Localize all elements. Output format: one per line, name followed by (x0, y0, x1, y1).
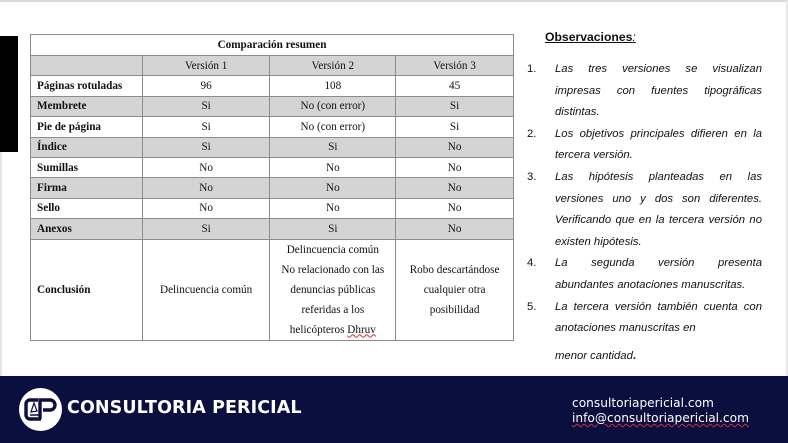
conclusion-v3-line: Robo descartándose (409, 263, 500, 276)
conclusion-v3-line: cualquier otra (423, 283, 486, 296)
top-border (0, 0, 788, 2)
observations-title-text: Observaciones (545, 30, 633, 44)
cell: Si (270, 219, 396, 239)
header-empty (31, 56, 143, 76)
table-title: Comparación resumen (31, 35, 514, 56)
contact-info (572, 396, 749, 426)
brand-name: CONSULTORIA PERICIAL (67, 398, 302, 418)
observations-title (545, 30, 762, 44)
comparison-table (30, 34, 514, 341)
logo-svg (19, 388, 62, 431)
cell: No (396, 198, 514, 218)
conclusion-row (31, 239, 514, 340)
row-label: Membrete (31, 96, 143, 116)
table-row (31, 137, 514, 157)
cell: No (396, 219, 514, 239)
conclusion-v2 (270, 239, 396, 340)
row-label: Sello (31, 198, 143, 218)
observation-number: 2. (527, 127, 537, 140)
row-label: Conclusión (31, 239, 143, 340)
observation-number: 3. (527, 170, 537, 183)
cell: No (con error) (270, 117, 396, 137)
cp-monogram-logo-icon (19, 388, 62, 431)
cell: No (396, 178, 514, 198)
conclusion-v1: Delincuencia común (142, 239, 270, 340)
conclusion-v2-line (276, 320, 389, 340)
cell: Si (142, 219, 270, 239)
observation-text: Los objetivos principales difieren en la tercera versión. (555, 127, 762, 162)
header-version-2: Versión 2 (270, 56, 396, 76)
cell: No (270, 178, 396, 198)
conclusion-v3 (396, 239, 514, 340)
cell: Si (270, 137, 396, 157)
cell: No (396, 137, 514, 157)
cell: 96 (142, 76, 270, 96)
header-version-1: Versión 1 (142, 56, 270, 76)
observations-list (522, 59, 762, 367)
cell: Si (396, 96, 514, 116)
row-label: Índice (31, 137, 143, 157)
cell: No (142, 178, 270, 198)
observation-tail-text: menor cantidad (555, 349, 633, 362)
observation-number: 4. (527, 257, 537, 270)
observations-panel (522, 30, 762, 367)
table-header-row (31, 56, 514, 76)
footer-banner (0, 376, 788, 443)
row-label: Firma (31, 178, 143, 198)
table-row (31, 157, 514, 177)
spellcheck-flagged-word: Dhruv (347, 323, 376, 336)
observation-text: Las hipótesis planteadas en las versiones uno y dos son diferentes. Verificando que en la tercera versión no existen hipótesis. (555, 170, 762, 248)
observation-text: La tercera versión también cuenta con anotaciones manuscritas en (555, 300, 762, 335)
header-version-3: Versión 3 (396, 56, 514, 76)
cell: No (396, 157, 514, 177)
conclusion-v3-line: posibilidad (429, 303, 480, 316)
observation-item (522, 167, 762, 253)
cell: No (270, 198, 396, 218)
table-row (31, 117, 514, 137)
table-row (31, 76, 514, 96)
observation-text: La segunda versión presenta abundantes anotaciones manuscritas. (555, 257, 762, 291)
website-link[interactable]: consultoriapericial.com (572, 396, 714, 410)
observation-item (522, 297, 762, 368)
observation-number: 1. (527, 63, 537, 75)
cell: Si (142, 137, 270, 157)
cell: 45 (396, 76, 514, 96)
conclusion-v2-line: Delincuencia común (286, 243, 379, 256)
table-row (31, 219, 514, 239)
table-row (31, 198, 514, 218)
observation-number: 5. (527, 300, 537, 313)
conclusion-v2-text: helicópteros (289, 323, 348, 336)
observation-text-wrap (555, 297, 762, 368)
cell: No (con error) (270, 96, 396, 116)
observation-item (522, 59, 762, 124)
table-row (31, 96, 514, 116)
left-edge-border (0, 152, 2, 376)
conclusion-v2-line: No relacionado con las (281, 263, 385, 276)
observation-text: Las tres versiones se visualizan impresas con fuentes tipográficas distintas. (555, 63, 762, 119)
table-row (31, 178, 514, 198)
row-label: Anexos (31, 219, 143, 239)
row-label: Páginas rotuladas (31, 76, 143, 96)
row-label: Pie de página (31, 117, 143, 137)
cell: Si (142, 96, 270, 116)
observation-tail-period: . (632, 349, 637, 362)
observation-item (522, 253, 762, 296)
cell: Si (142, 117, 270, 137)
left-black-bar (0, 36, 18, 152)
observations-title-colon: : (632, 30, 636, 44)
cell: No (142, 157, 270, 177)
observation-tail (555, 346, 762, 368)
cell: No (142, 198, 270, 218)
email-link[interactable]: info@consultoriapericial.com (572, 411, 749, 425)
cell: No (270, 157, 396, 177)
table-title-row (31, 35, 514, 56)
row-label: Sumillas (31, 157, 143, 177)
cell: 108 (270, 76, 396, 96)
observation-item (522, 124, 762, 167)
conclusion-v2-line: referidas a los (301, 303, 365, 316)
conclusion-v2-line: denuncias públicas (290, 283, 376, 296)
cell: Si (396, 117, 514, 137)
